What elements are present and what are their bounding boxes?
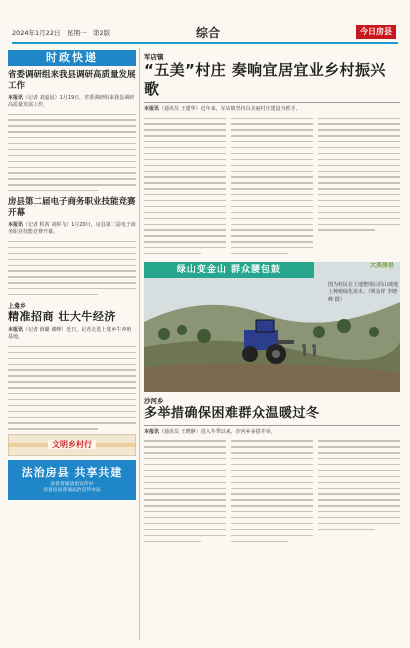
article-winter-relief[interactable]: [144, 396, 400, 547]
politics-badge: 时政快递: [8, 50, 136, 66]
article-lede: [144, 106, 400, 113]
featured-photo[interactable]: [144, 262, 400, 392]
rule-of-law-title: 法治房县 共享共建: [21, 466, 123, 480]
article-body: [8, 241, 136, 295]
newspaper-logo: 今日房县: [356, 25, 396, 39]
article-headline[interactable]: 精准招商 壮大牛经济: [8, 310, 116, 324]
rule-of-law-banner: [8, 460, 136, 500]
article-section-tag: 沙河乡: [144, 396, 164, 405]
issue-date: 2024年1月22日 星期一 第2版: [12, 29, 111, 37]
article-headline[interactable]: 省委调研组来我县调研高质量发展工作: [8, 70, 136, 91]
header-rule: [12, 42, 398, 44]
photo-logo: 大美房县: [369, 261, 394, 269]
reporter-label: 本报讯: [144, 106, 160, 112]
article-section-tag: 军店镇: [144, 53, 164, 61]
article-headline[interactable]: “五美”村庄 奏响宜居宜业乡村振兴歌: [144, 61, 386, 98]
article-lede: [8, 327, 136, 341]
article-body: [8, 346, 136, 430]
civilization-banner: [8, 434, 136, 456]
page-header: [0, 0, 410, 44]
article-headline[interactable]: 多举措确保困难群众温暖过冬: [144, 405, 320, 421]
photo-caption: 图为村民在土地整理后的山坡地上种植绿化苗木。（明金祥 李晓峰 摄）: [328, 281, 399, 303]
reporter-label: 本报讯: [8, 222, 24, 229]
reporter-text: （记者 薛璐 谢峰）近日，记者走进上龛乡牛养殖基地，: [8, 327, 132, 341]
reporter-label: 本报讯: [8, 327, 24, 334]
reporter-text: （通讯员 王建华）近年来，军店镇坚持以美丽村庄建设为抓手，: [159, 106, 301, 112]
civilization-banner-text: 文明乡村行: [48, 440, 96, 449]
article-body: [8, 114, 136, 192]
rule-of-law-line-2: 房县房县普通法治宣传办法: [43, 488, 101, 494]
article-junqiu-villages[interactable]: [144, 52, 400, 259]
photo-headline: 绿山变金山 群众腰包鼓: [144, 262, 314, 278]
article-provincial-research[interactable]: [8, 70, 136, 191]
article-section-tag: 上龛乡: [8, 303, 27, 311]
article-lede: [144, 429, 400, 436]
left-column: [8, 48, 136, 642]
article-lede: [8, 222, 136, 236]
reporter-label: 本报讯: [144, 428, 160, 435]
article-cattle-economy[interactable]: [8, 301, 136, 429]
headline-rule: [144, 425, 400, 426]
article-lede: [8, 95, 136, 109]
reporter-text: （记者 程茜 刘婷飞）1月20日，房县第二届电子商务职业技能竞赛开幕。: [8, 222, 136, 236]
reporter-text: （通讯员 王晓静）进入冬季以来，沙河乡多措并举，: [159, 428, 276, 435]
right-column: [144, 48, 400, 642]
article-headline[interactable]: 房县第二届电子商务职业技能竞赛开幕: [8, 197, 136, 219]
reporter-label: 本报讯: [8, 95, 24, 101]
article-ecommerce-contest[interactable]: [8, 197, 136, 295]
article-body: [144, 436, 400, 547]
reporter-text: （记者 刘嘉晨）1月19日，省委调研组来我县调研高质量发展工作，: [8, 95, 135, 108]
column-divider: [139, 48, 140, 640]
headline-rule: [144, 102, 400, 103]
section-title: 综合: [196, 26, 221, 40]
article-body: [144, 113, 400, 259]
rule-of-law-line-1: 房县普通法治宣传办: [50, 482, 94, 488]
